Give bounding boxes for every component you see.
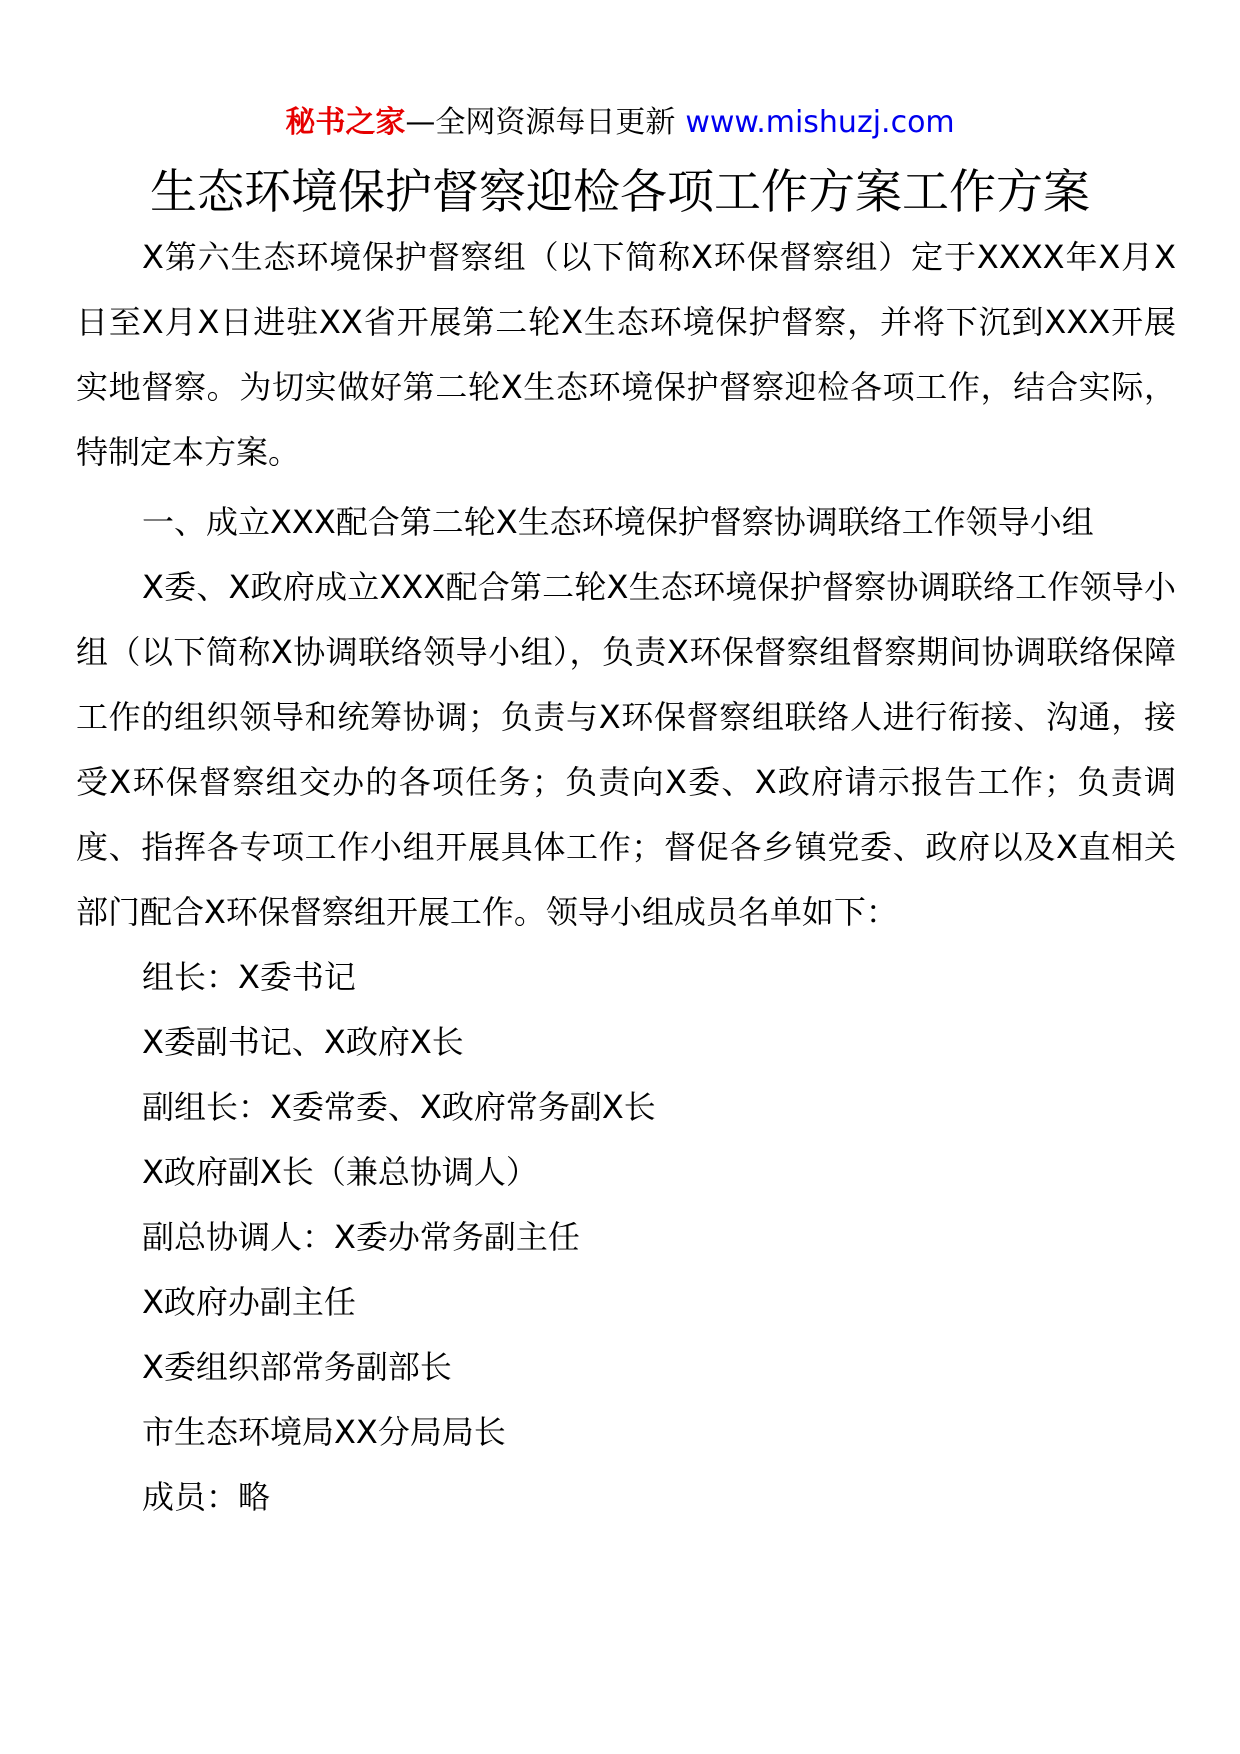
intro-paragraph: X第六生态环境保护督察组（以下简称X环保督察组）定于XXXX年X月X日至X月X日进驻XX省开展第二轮X生态环境保护督察，并将下沉到XXX开展实地督察。为切实做好第二轮X生态环境保护督察迎检各项工作，结合实际，特制定本方案。 (76, 238, 1176, 471)
document-title: 生态环境保护督察迎检各项工作方案工作方案 (150, 165, 1090, 220)
document-body (76, 225, 1176, 1530)
member-line: 组长：X委书记 (142, 958, 356, 996)
section-heading: 一、成立XXX配合第二轮X生态环境保护督察协调联络工作领导小组 (142, 503, 1094, 541)
member-line: 副组长：X委常委、X政府常务副X长 (142, 1088, 656, 1126)
member-line: 市生态环境局XX分局局长 (142, 1413, 506, 1451)
site-banner (0, 100, 1240, 146)
banner-tagline: —全网资源每日更新 (405, 105, 676, 140)
member-line: X委组织部常务副部长 (142, 1348, 452, 1386)
member-line: X委副书记、X政府X长 (142, 1023, 464, 1061)
site-url-link[interactable]: www.mishuzj.com (685, 105, 955, 140)
brand-name: 秘书之家 (285, 105, 406, 140)
member-line: X政府办副主任 (142, 1283, 356, 1321)
section-paragraph: X委、X政府成立XXX配合第二轮X生态环境保护督察协调联络工作领导小组（以下简称X协调联络领导小组），负责X环保督察组督察期间协调联络保障工作的组织领导和统筹协调；负责与X环保督察组联络人进行衔接、沟通，接受X环保督察组交办的各项任务；负责向X委、X政府请示报告工作；负责调度、指挥各专项工作小组开展具体工作；督促各乡镇党委、政府以及X直相关部门配合X环保督察组开展工作。领导小组成员名单如下： (76, 568, 1176, 931)
member-line: 成员：略 (142, 1478, 271, 1516)
member-line: 副总协调人：X委办常务副主任 (142, 1218, 580, 1256)
member-line: X政府副X长（兼总协调人） (142, 1153, 538, 1191)
